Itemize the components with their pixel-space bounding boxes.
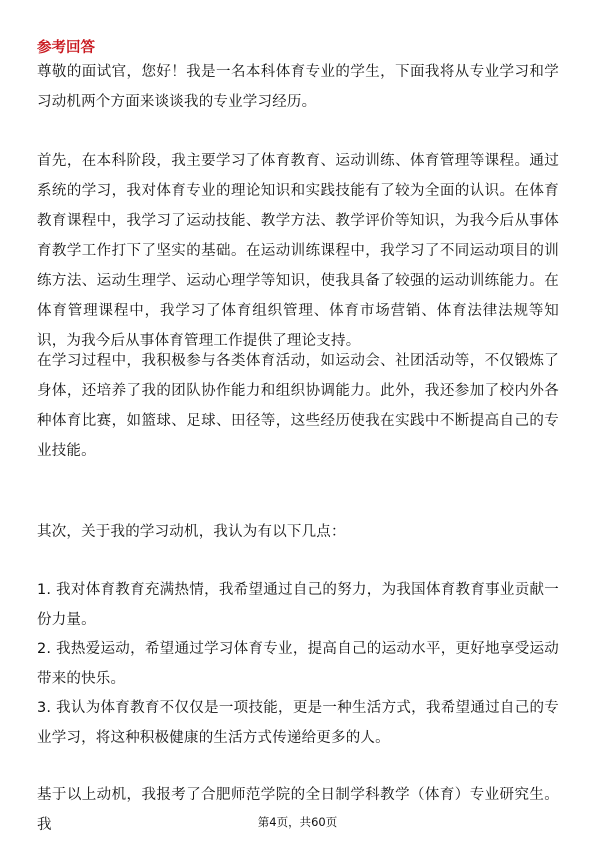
- motivation-intro-paragraph: 其次，关于我的学习动机，我认为有以下几点：: [37, 524, 346, 540]
- courses-paragraph: 首先，在本科阶段，我主要学习了体育教育、运动训练、体育管理等课程。通过系统的学习，我对体育专业的理论知识和实践技能有了较为全面的认识。在体育教育课程中，我学习了运动技能、教学方法、教学评价等知识，为我今后从事体育教学工作打下了坚实的基础。在运动训练课程中，我学习了不同运动项目的训练方法、运动生理学、运动心理学等知识，使我具备了较强的运动训练能力。在体育管理课程中，我学习了体育组织管理、体育市场营销、体育法律法规等知识，为我今后从事体育管理工作提供了理论支持。: [37, 153, 559, 349]
- motivation-item-2: 2. 我热爱运动，希望通过学习体育专业，提高自己的运动水平，更好地享受运动带来的快乐。: [37, 641, 559, 687]
- page-number-footer: 第4页，共60页: [257, 815, 338, 829]
- motivation-item-1: 1. 我对体育教育充满热情，我希望通过自己的努力，为我国体育教育事业贡献一份力量。: [37, 582, 559, 628]
- motivation-item-3: 3. 我认为体育教育不仅仅是一项技能，更是一种生活方式，我希望通过自己的专业学习，将这种积极健康的生活方式传递给更多的人。: [37, 700, 559, 746]
- intro-paragraph: 尊敬的面试官，您好！我是一名本科体育专业的学生，下面我将从专业学习和学习动机两个方面来谈谈我的专业学习经历。: [37, 64, 559, 110]
- activities-paragraph: 在学习过程中，我积极参与各类体育活动，如运动会、社团活动等，不仅锻炼了身体，还培养了我的团队协作能力和组织协调能力。此外，我还参加了校内外各种体育比赛，如篮球、足球、田径等，这些经历使我在实践中不断提高自己的专业技能。: [37, 353, 559, 459]
- answer-heading: 参考回答: [37, 40, 95, 56]
- conclusion-paragraph: 基于以上动机，我报考了合肥师范学院的全日制学科教学（体育）专业研究生。我: [37, 787, 559, 833]
